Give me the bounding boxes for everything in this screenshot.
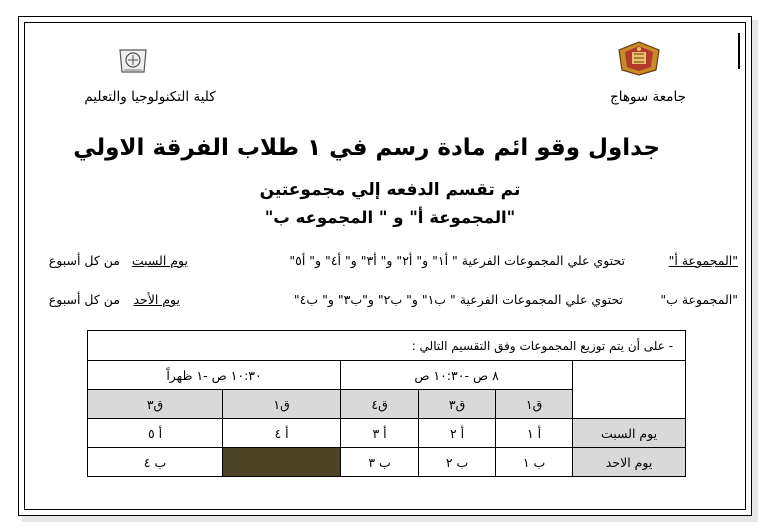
group-b-frequency: من كل أسبوع bbox=[48, 292, 120, 307]
page-title: جداول وقو ائم مادة رسم في ١ طلاب الفرقة الاولي bbox=[73, 135, 660, 161]
faculty-name: كلية التكنولوجيا والتعليم bbox=[84, 89, 216, 105]
hall-header: ق٣ bbox=[419, 390, 496, 419]
table-cell: ب ١ bbox=[496, 448, 573, 477]
table-cell: ب ٣ bbox=[341, 448, 419, 477]
group-b-label: "المجموعة ب" bbox=[660, 292, 738, 307]
table-cell: أ ٣ bbox=[341, 419, 419, 448]
university-name: جامعة سوهاج bbox=[610, 89, 686, 105]
table-cell: ب ٢ bbox=[419, 448, 496, 477]
group-b-description: تحتوي علي المجموعات الفرعية " ب١" و" ب٢" و"ب٣" و" ب٤" bbox=[293, 292, 623, 307]
schedule-table bbox=[87, 330, 686, 477]
table-cell: أ ١ bbox=[496, 419, 573, 448]
table-cell-empty bbox=[223, 448, 341, 477]
table-row bbox=[88, 448, 686, 477]
text-cursor bbox=[738, 33, 740, 69]
day-label-saturday: يوم السبت bbox=[573, 419, 686, 448]
faculty-logo-icon bbox=[116, 46, 150, 76]
table-cell: أ ٢ bbox=[419, 419, 496, 448]
page-shadow-right bbox=[752, 20, 758, 520]
hall-header: ق٤ bbox=[341, 390, 419, 419]
time-slot-noon: ١٠:٣٠ ص -١ ظهراً bbox=[88, 361, 341, 390]
table-row bbox=[88, 331, 686, 361]
table-cell: ب ٤ bbox=[88, 448, 223, 477]
group-a-description: تحتوي علي المجموعات الفرعية " أ١" و" أ٢" و" أ٣" و" أ٤" و" أ٥" bbox=[289, 253, 625, 268]
table-corner-cell bbox=[573, 361, 686, 419]
page-shadow-bottom bbox=[22, 516, 758, 522]
hall-header: ق٣ bbox=[88, 390, 223, 419]
table-note: - على أن يتم توزيع المجموعات وفق التقسيم التالي : bbox=[88, 331, 686, 361]
group-a-day: يوم السبت bbox=[131, 253, 188, 268]
groups-heading: "المجموعة أ" و " المجموعه ب" bbox=[264, 208, 516, 227]
page-subtitle: تم تقسم الدفعه إلي مجموعتين bbox=[259, 180, 521, 200]
day-label-sunday: يوم الاحد bbox=[573, 448, 686, 477]
hall-header: ق١ bbox=[496, 390, 573, 419]
table-row bbox=[88, 419, 686, 448]
group-a-frequency: من كل أسبوع bbox=[48, 253, 120, 268]
group-b-day: يوم الأحد bbox=[133, 292, 180, 307]
university-logo-icon bbox=[616, 40, 662, 76]
group-a-label: "المجموعة أ" bbox=[668, 253, 738, 268]
table-cell: أ ٥ bbox=[88, 419, 223, 448]
table-row bbox=[88, 361, 686, 390]
time-slot-morning: ٨ ص -١٠:٣٠ ص bbox=[341, 361, 573, 390]
table-cell: أ ٤ bbox=[223, 419, 341, 448]
hall-header: ق١ bbox=[223, 390, 341, 419]
